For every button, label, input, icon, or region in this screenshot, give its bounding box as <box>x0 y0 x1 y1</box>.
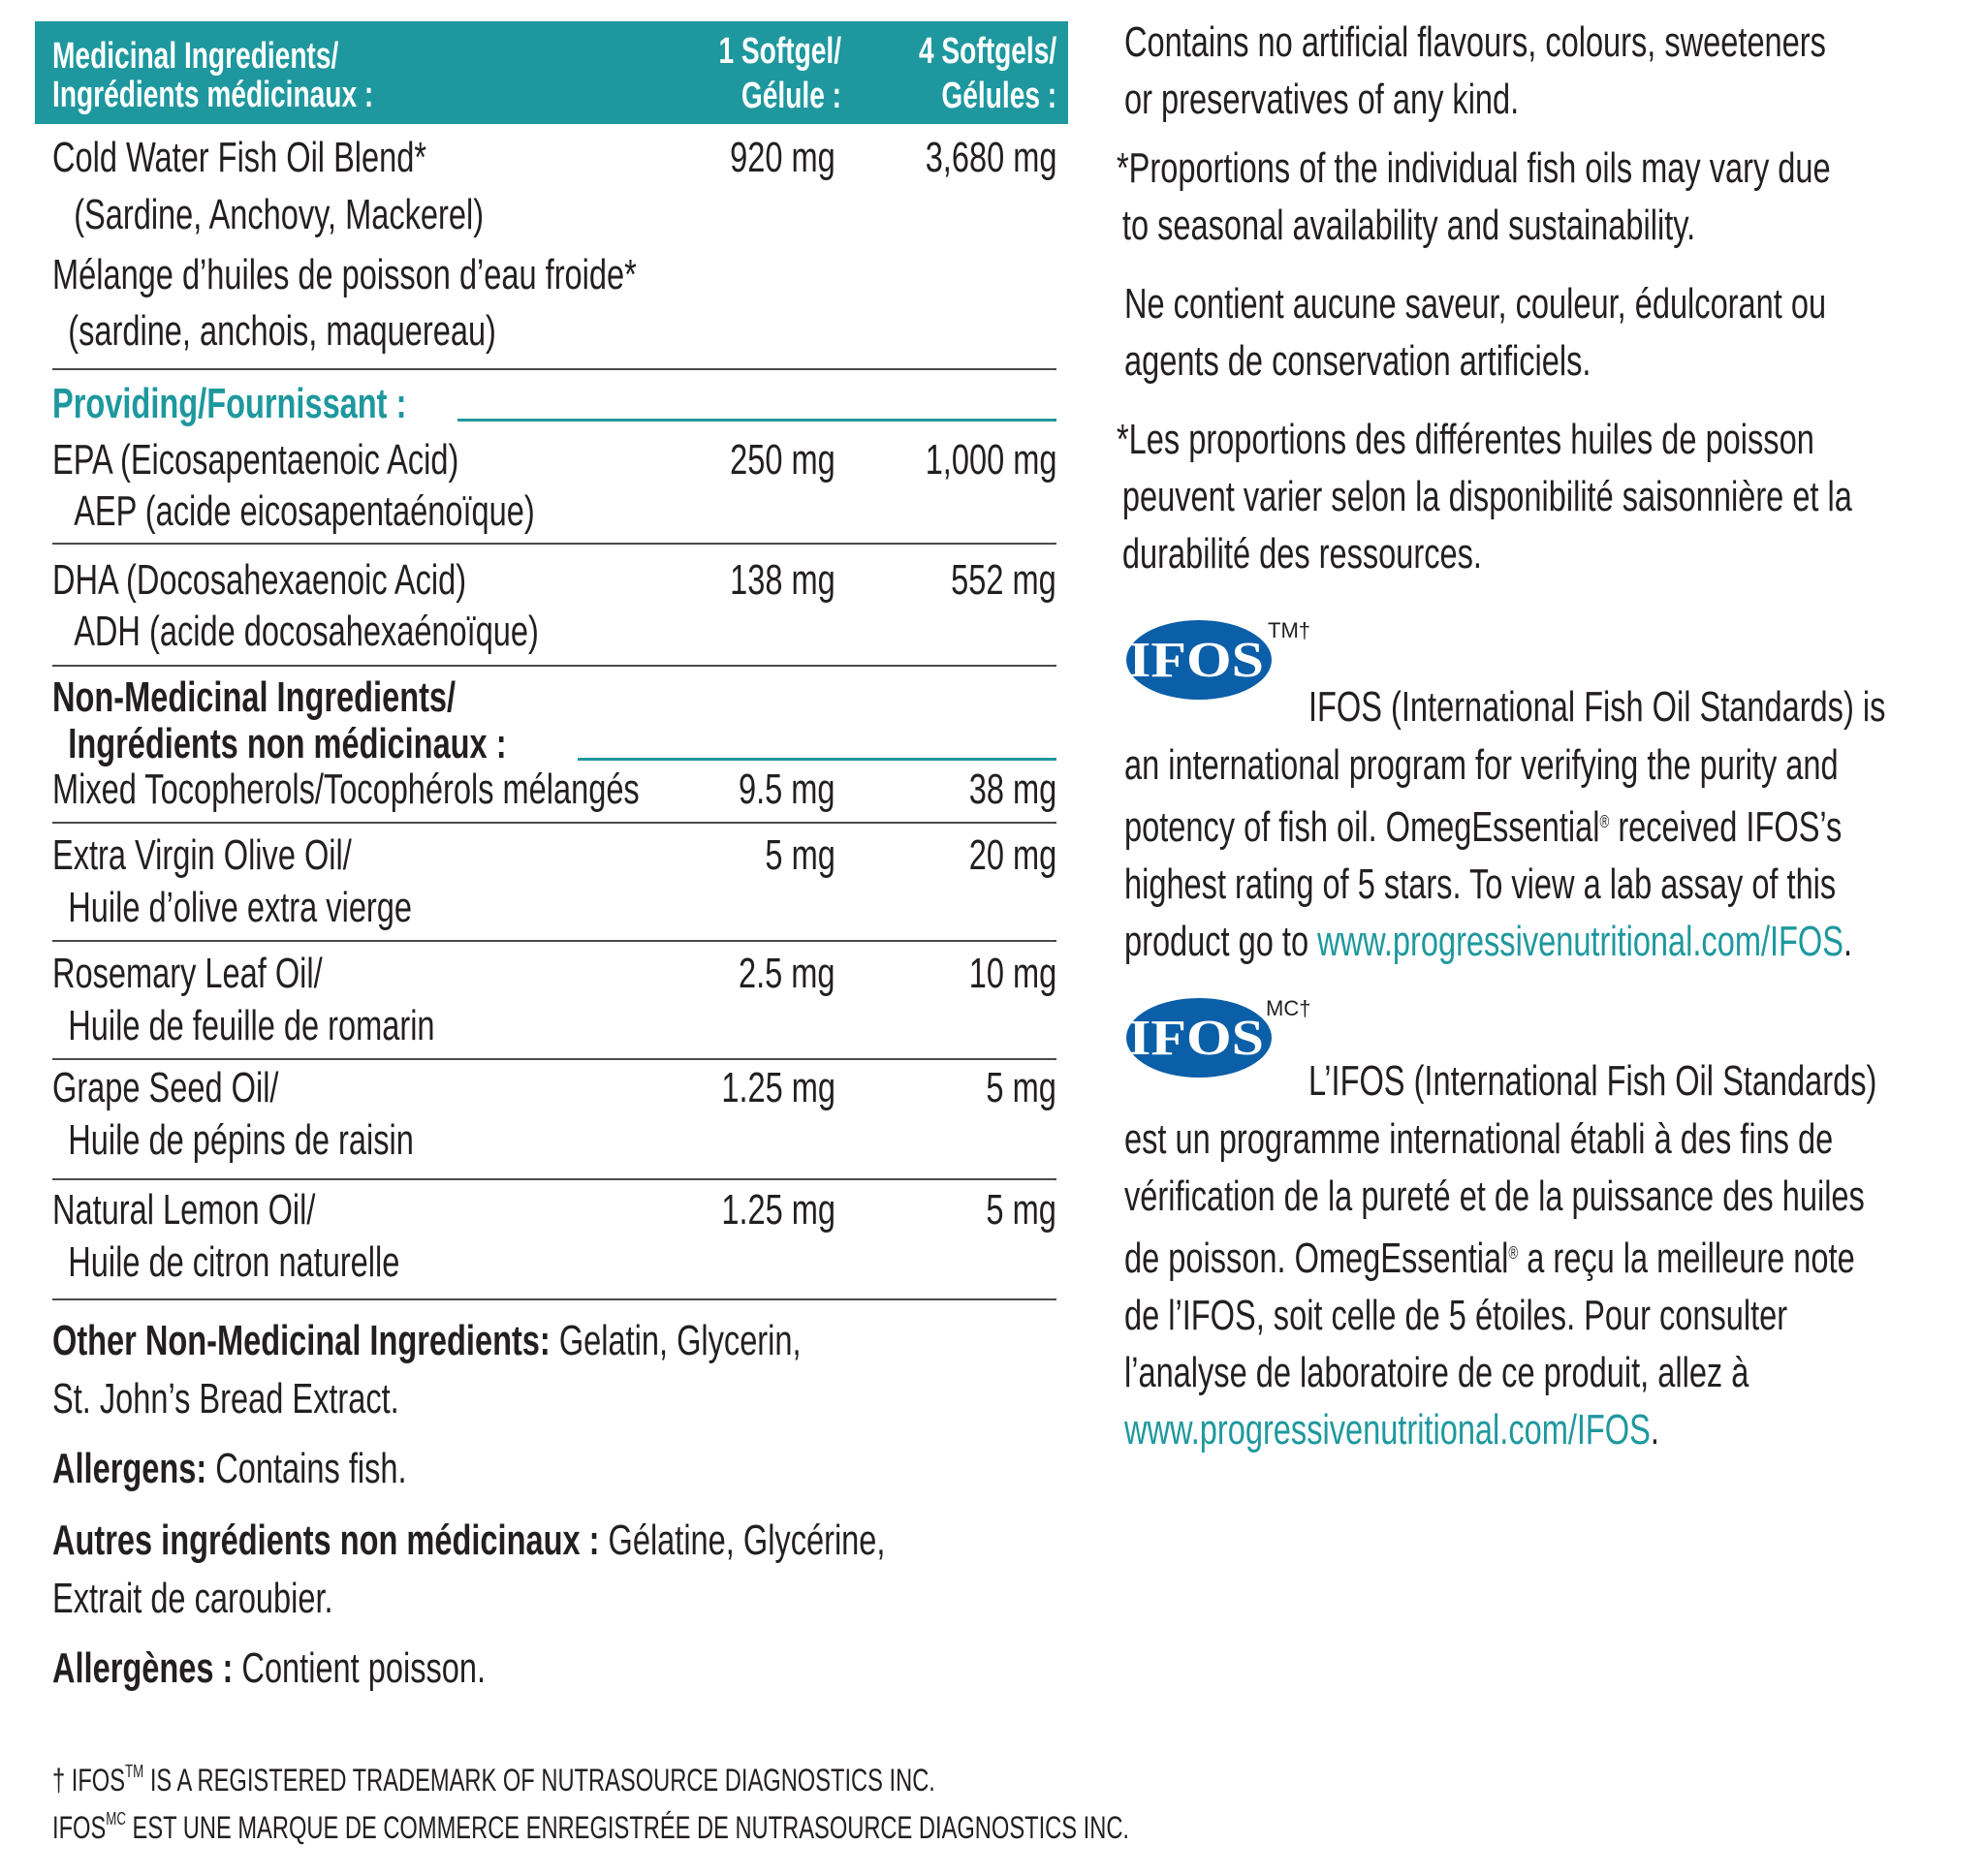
ifos-description-fr: est un programme international établi à des fins de vérification de la pureté et de la puissance des huiles de poisson. OmegEssential® a reçu la meilleure note de l’IFOS, soit celle de 5 étoiles. Pour consulter l’analyse de laboratoire de ce produit, allez à www.progressivenutritional.com/IFOS. <box>1124 1115 1865 1454</box>
divider <box>52 665 1056 667</box>
divider <box>52 368 1056 370</box>
ingredient-name: DHA (Docosahexaenoic Acid) <box>52 556 467 604</box>
value-one-softgel: 1.25 mg <box>721 1064 835 1111</box>
value-four-softgels: 5 mg <box>986 1064 1056 1111</box>
header-one-softgel: 1 Softgel/ Gélule : <box>718 31 841 116</box>
ifos-link-fr[interactable]: www.progressivenutritional.com/IFOS <box>1124 1406 1651 1454</box>
ifos-logo-fr-icon <box>1126 998 1272 1078</box>
value-four-softgels: 3,680 mg <box>925 134 1056 181</box>
ingredient-name: EPA (Eicosapentaenoic Acid) <box>52 436 459 484</box>
ifos-description-en: an international program for verifying the purity and potency of fish oil. OmegEssential® received IFOS’s highest rating of 5 stars. To view a lab assay of this product go to www.progressivenutritional.com/IFOS. <box>1124 741 1853 965</box>
non-medicinal-underline <box>578 758 1056 761</box>
no-artificial-fr: Ne contient aucune saveur, couleur, édulcorant ou agents de conservation artificiels. <box>1124 280 1827 385</box>
divider <box>52 822 1056 824</box>
value-one-softgel: 1.25 mg <box>721 1186 835 1234</box>
value-one-softgel: 250 mg <box>730 436 835 484</box>
value-four-softgels: 38 mg <box>968 766 1056 813</box>
header-medicinal-ingredients: Medicinal Ingredients/ Ingrédients médicinaux : <box>52 36 374 115</box>
ingredient-sub: AEP (acide eicosapentaénoïque) <box>74 487 535 535</box>
value-four-softgels: 552 mg <box>951 556 1056 604</box>
providing-underline <box>457 419 1056 422</box>
ingredient-name: Cold Water Fish Oil Blend* <box>52 134 427 181</box>
ingredient-name-fr: Mélange d’huiles de poisson d’eau froide* <box>52 251 637 298</box>
table-header <box>35 21 1068 124</box>
divider <box>52 1058 1056 1060</box>
divider <box>52 543 1056 545</box>
value-four-softgels: 1,000 mg <box>925 436 1056 484</box>
ifos-fr-line1: L’IFOS (International Fish Oil Standards) <box>1308 1057 1877 1105</box>
other-ingredients-en: Other Non-Medicinal Ingredients: Gelatin, Glycerin, St. John’s Bread Extract. <box>52 1317 802 1423</box>
proportions-note-en: *Proportions of the individual fish oils may vary due to seasonal availability and sustainability. <box>1117 144 1831 249</box>
value-one-softgel: 920 mg <box>730 134 835 181</box>
ingredient-name: Extra Virgin Olive Oil/ <box>52 831 352 879</box>
ifos-logo-text: IFOS <box>1128 633 1264 688</box>
ingredient-sub-fr: (sardine, anchois, maquereau) <box>68 307 496 355</box>
ifos-logo-fr-text: IFOS <box>1128 1011 1264 1066</box>
value-one-softgel: 138 mg <box>730 556 835 604</box>
value-four-softgels: 10 mg <box>968 950 1056 997</box>
header-four-softgels: 4 Softgels/ Gélules : <box>918 31 1056 116</box>
ingredient-sub: Huile de citron naturelle <box>68 1238 400 1286</box>
divider <box>52 1178 1056 1180</box>
ifos-logo-icon <box>1126 620 1272 700</box>
ingredient-name: Rosemary Leaf Oil/ <box>52 950 323 997</box>
ingredient-name: Grape Seed Oil/ <box>52 1064 279 1111</box>
allergens-label-fr: Allergènes : <box>52 1644 234 1692</box>
proportions-note-fr: *Les proportions des différentes huiles de poisson peuvent varier selon la disponibilité saisonnière et la durabilité des ressources. <box>1117 416 1852 578</box>
divider <box>52 1298 1056 1300</box>
trademark-footnote: † IFOS™ IS A REGISTERED TRADEMARK OF NUTRASOURCE DIAGNOSTICS INC. $IFOS^{MC}$ EST UNE MARQUE DE COMMERCE ENREGISTRÉE DE NUTRASOURCE DIAGNOSTICS INC. <box>52 1762 1129 1845</box>
other-ingredients-label: Other Non-Medicinal Ingredients: <box>52 1317 551 1364</box>
value-four-softgels: 20 mg <box>968 831 1056 879</box>
value-four-softgels: 5 mg <box>986 1186 1056 1234</box>
ingredient-name: Natural Lemon Oil/ <box>52 1186 316 1234</box>
allergens-label: Allergens: <box>52 1445 207 1492</box>
divider <box>52 940 1056 942</box>
allergens-en: Allergens: Contains fish. <box>52 1445 407 1492</box>
ingredient-sub: Huile de pépins de raisin <box>68 1116 414 1164</box>
ifos-text-line1: IFOS (International Fish Oil Standards) is <box>1308 683 1886 731</box>
value-one-softgel: 5 mg <box>765 831 835 879</box>
ifos-mc-mark: MC† <box>1266 996 1311 1020</box>
ingredient-sub: ADH (acide docosahexaénoïque) <box>74 608 539 655</box>
allergens-fr: Allergènes : Contient poisson. <box>52 1644 487 1692</box>
other-ingredients-label-fr: Autres ingrédients non médicinaux : <box>52 1516 600 1564</box>
no-artificial-en: Contains no artificial flavours, colours, sweeteners or preservatives of any kind. <box>1124 18 1826 123</box>
value-one-softgel: 9.5 mg <box>739 766 835 813</box>
value-one-softgel: 2.5 mg <box>739 950 835 997</box>
non-medicinal-label: Non-Medicinal Ingredients/ Ingrédients non médicinaux : <box>52 673 507 767</box>
other-ingredients-fr: Autres ingrédients non médicinaux : Gélatine, Glycérine, Extrait de caroubier. <box>52 1516 886 1622</box>
ifos-trademark-mark: TM† <box>1268 618 1310 642</box>
ingredient-sub: Huile de feuille de romarin <box>68 1002 435 1049</box>
ingredient-sub: Huile d’olive extra vierge <box>68 884 412 931</box>
ingredient-name: Mixed Tocopherols/Tocophérols mélangés <box>52 766 640 813</box>
ifos-link-en[interactable]: www.progressivenutritional.com/IFOS <box>1317 918 1843 965</box>
ingredient-sub: (Sardine, Anchovy, Mackerel) <box>74 191 485 238</box>
providing-label: Providing/Fournissant : <box>52 380 407 427</box>
